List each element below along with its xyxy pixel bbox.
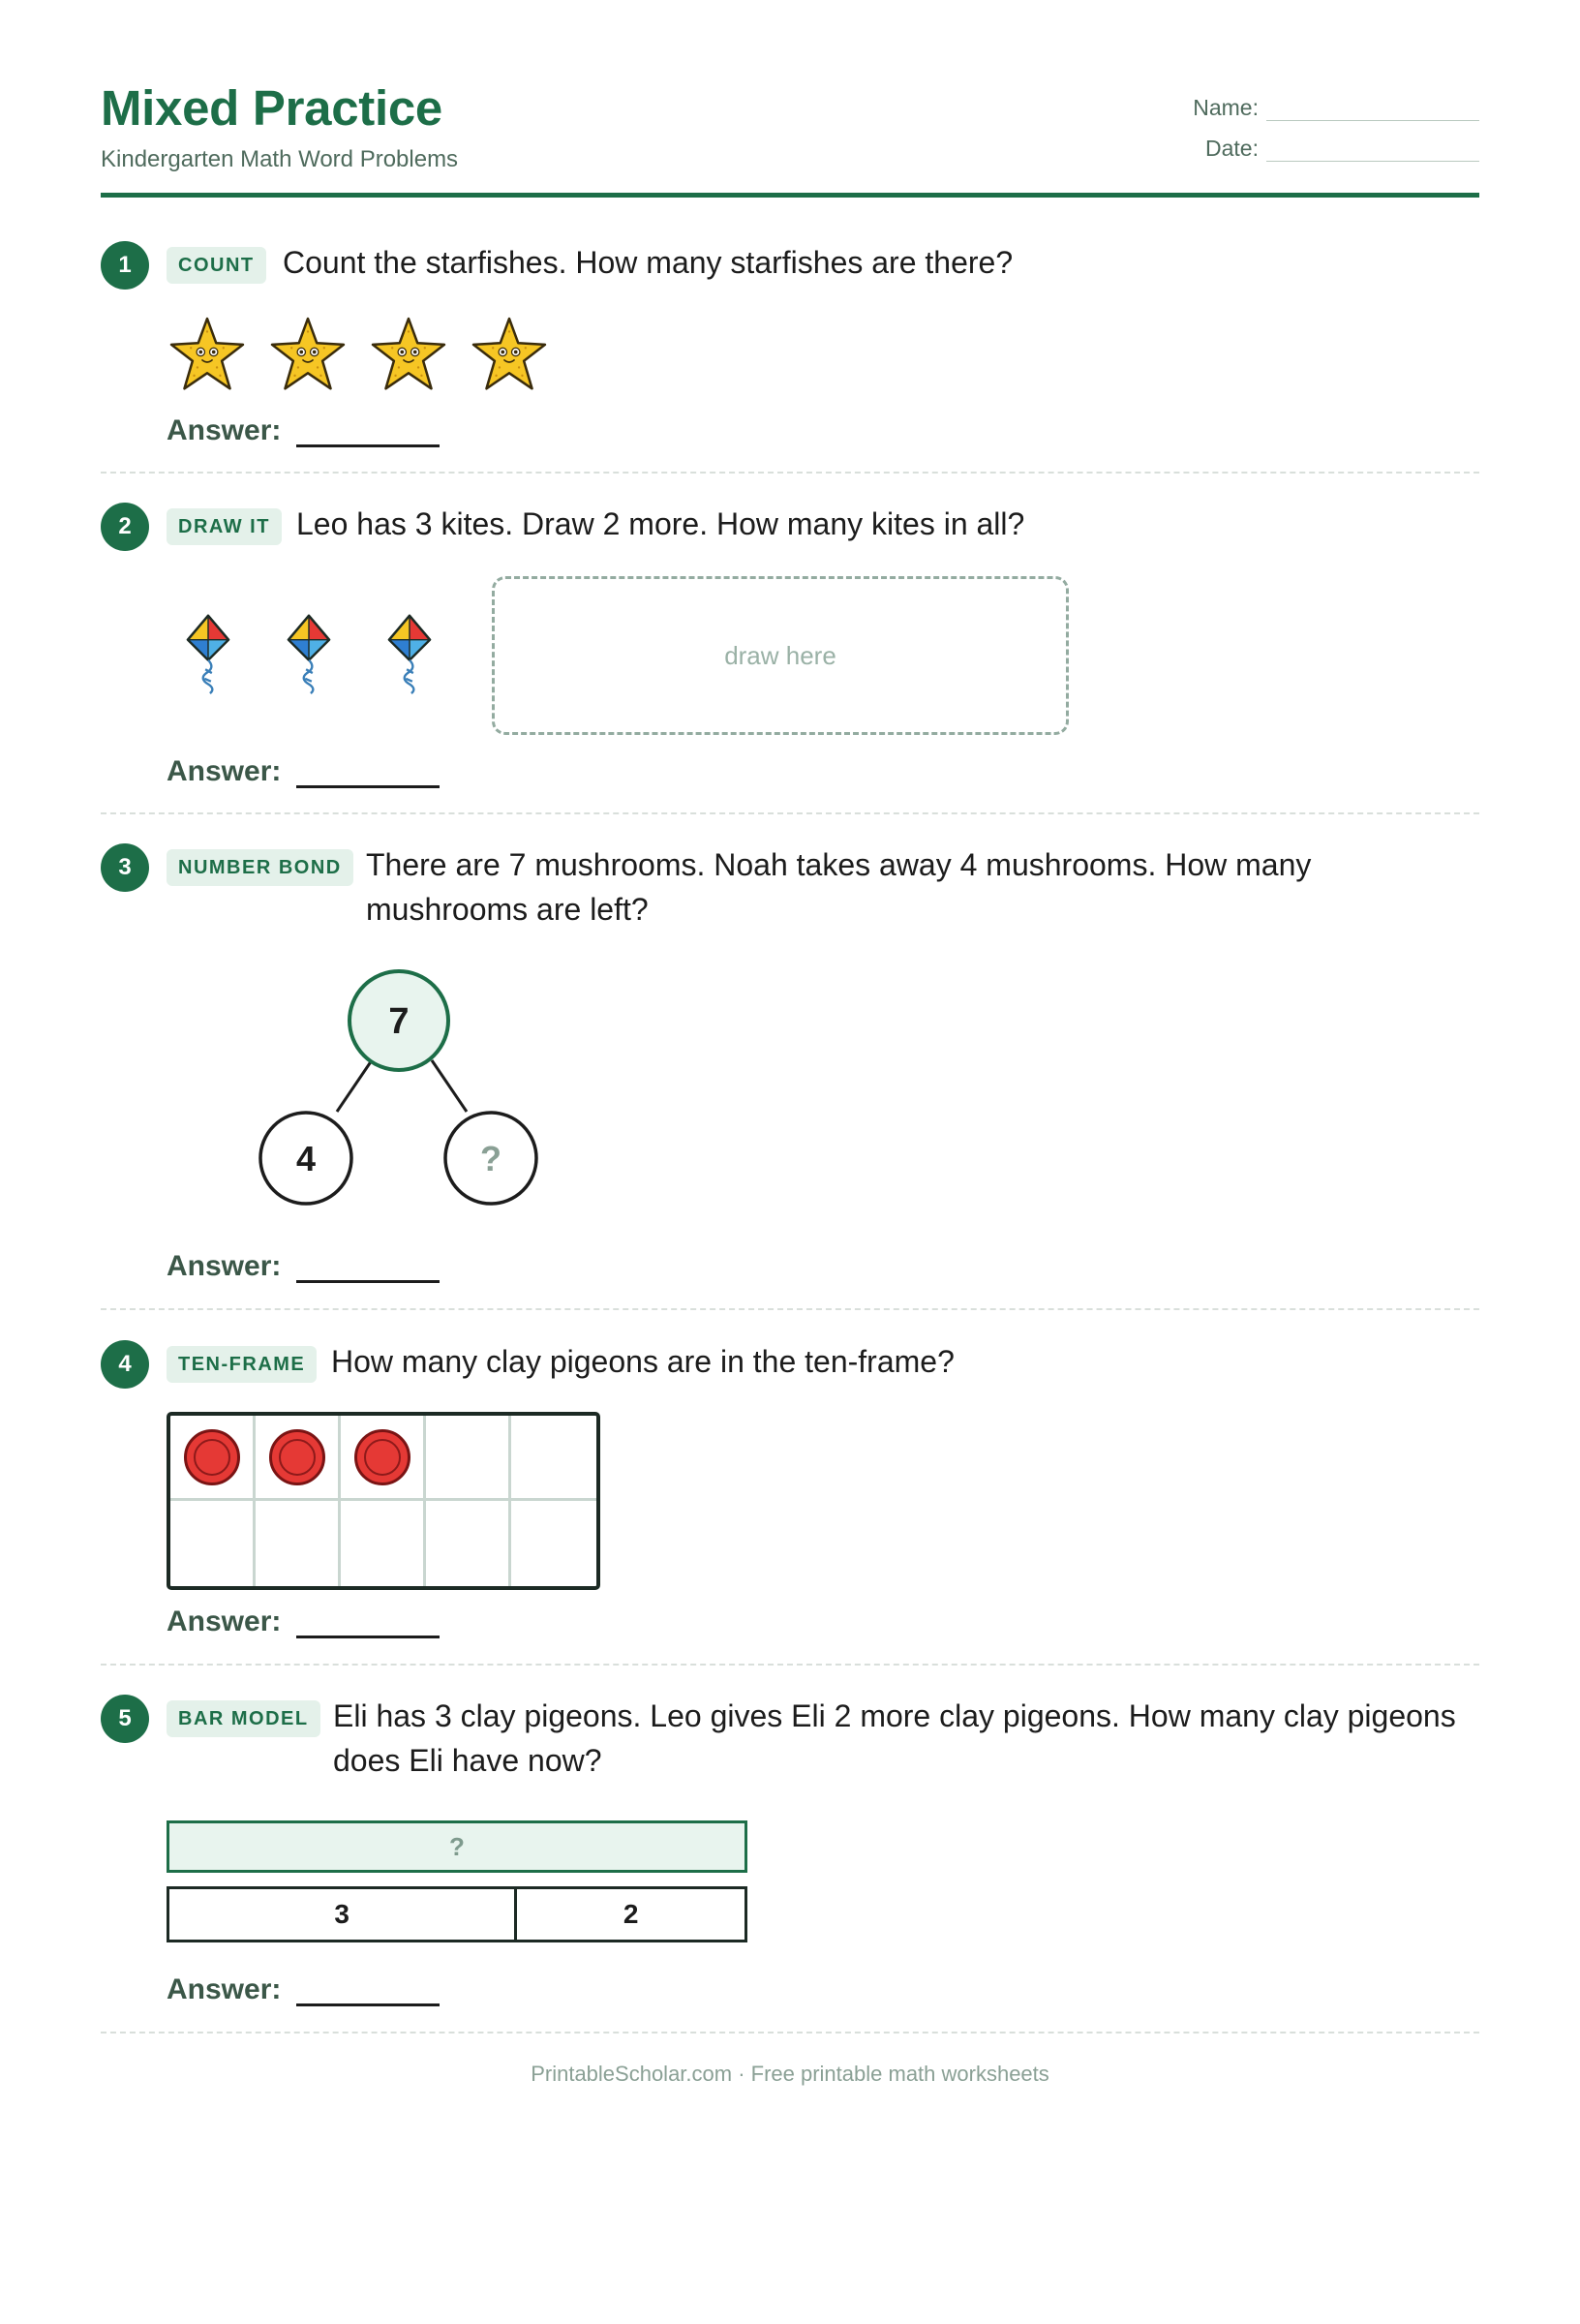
answer-label: Answer: (167, 1250, 282, 1282)
starfish-icon (469, 314, 550, 395)
name-line (1266, 101, 1479, 121)
answer-label: Answer: (167, 1973, 282, 2005)
ten-frame-cell (426, 1416, 511, 1501)
footer-divider (101, 2032, 1479, 2034)
number-bond (252, 963, 552, 1215)
ten-frame-cell (256, 1416, 341, 1501)
starfish-icon (167, 314, 248, 395)
answer-label: Answer: (167, 755, 282, 787)
page-footer: PrintableScholar.com · Free printable math worksheets (531, 2062, 1049, 2086)
ten-frame-cell (170, 1416, 256, 1501)
bond-whole-value: 7 (388, 1001, 410, 1042)
problem-number: 4 (101, 1340, 149, 1389)
problem-divider (101, 1308, 1479, 1310)
bar-part-b: 2 (623, 1899, 639, 1929)
starfish-group (167, 314, 550, 395)
header-rule (101, 193, 1479, 198)
date-field (1205, 136, 1479, 162)
problem-question: Count the starfishes. How many starfishes are there? (283, 245, 1014, 280)
starfish-icon (267, 314, 349, 395)
date-line (1266, 141, 1479, 162)
date-label: Date: (1205, 136, 1259, 161)
counter-ring (279, 1439, 316, 1476)
problem-question: Eli has 3 clay pigeons. Leo gives Eli 2 more clay pigeons. How many clay pigeons does Eli have now? (333, 1698, 1456, 1778)
problem-divider (101, 472, 1479, 474)
ten-frame (167, 1412, 600, 1590)
clay-pigeon-counter (184, 1429, 240, 1485)
ten-frame-cell (426, 1501, 511, 1586)
clay-pigeon-counter (354, 1429, 410, 1485)
bond-connector (337, 1060, 372, 1112)
problem-question: How many clay pigeons are in the ten-frame? (331, 1344, 955, 1379)
draw-placeholder: draw here (724, 640, 836, 670)
kite-icon (381, 612, 438, 695)
draw-area[interactable] (492, 576, 1069, 735)
answer-field (167, 1605, 440, 1638)
bond-part-right-value: ? (480, 1139, 501, 1178)
name-field (1193, 95, 1479, 121)
answer-field (167, 1250, 440, 1283)
counter-ring (364, 1439, 401, 1476)
answer-field (167, 414, 440, 447)
bar-part-a: 3 (169, 1889, 517, 1940)
bond-part-left-value: 4 (295, 1139, 317, 1178)
answer-line[interactable] (296, 1612, 440, 1638)
starfish-icon (368, 314, 449, 395)
ten-frame-cell (170, 1501, 256, 1586)
ten-frame-cell (341, 1501, 426, 1586)
problem-number: 1 (101, 241, 149, 290)
problem-tag: TEN-FRAME (167, 1346, 317, 1383)
problem-number: 5 (101, 1695, 149, 1743)
answer-line[interactable] (296, 1980, 440, 2006)
problem-tag: BAR MODEL (167, 1700, 320, 1737)
bar-total-value: ? (449, 1831, 465, 1861)
problem-number: 2 (101, 503, 149, 551)
bond-connector (432, 1060, 467, 1112)
page-subtitle: Kindergarten Math Word Problems (101, 146, 459, 172)
kite-group (180, 612, 438, 695)
problem-tag: COUNT (167, 247, 266, 284)
ten-frame-cell (341, 1416, 426, 1501)
page-title: Mixed Practice (101, 80, 442, 136)
answer-field (167, 1973, 440, 2006)
kite-icon (180, 612, 236, 695)
ten-frame-cell (256, 1501, 341, 1586)
bar-model-parts (167, 1886, 747, 1942)
problem-tag: NUMBER BOND (167, 849, 353, 886)
bar-model-total (167, 1820, 747, 1873)
answer-line[interactable] (296, 762, 440, 788)
problem-divider (101, 812, 1479, 814)
problem-question: There are 7 mushrooms. Noah takes away 4 mushrooms. How many mushrooms are left? (366, 847, 1312, 927)
problem-question: Leo has 3 kites. Draw 2 more. How many kites in all? (296, 506, 1025, 541)
name-label: Name: (1193, 95, 1259, 120)
answer-label: Answer: (167, 1605, 282, 1637)
answer-label: Answer: (167, 414, 282, 446)
problem-tag: DRAW IT (167, 508, 282, 545)
clay-pigeon-counter (269, 1429, 325, 1485)
answer-field (167, 755, 440, 788)
counter-ring (194, 1439, 230, 1476)
problem-divider (101, 1664, 1479, 1666)
ten-frame-cell (511, 1501, 596, 1586)
problem-number: 3 (101, 843, 149, 892)
ten-frame-cell (511, 1416, 596, 1501)
answer-line[interactable] (296, 1257, 440, 1283)
answer-line[interactable] (296, 421, 440, 447)
kite-icon (281, 612, 337, 695)
